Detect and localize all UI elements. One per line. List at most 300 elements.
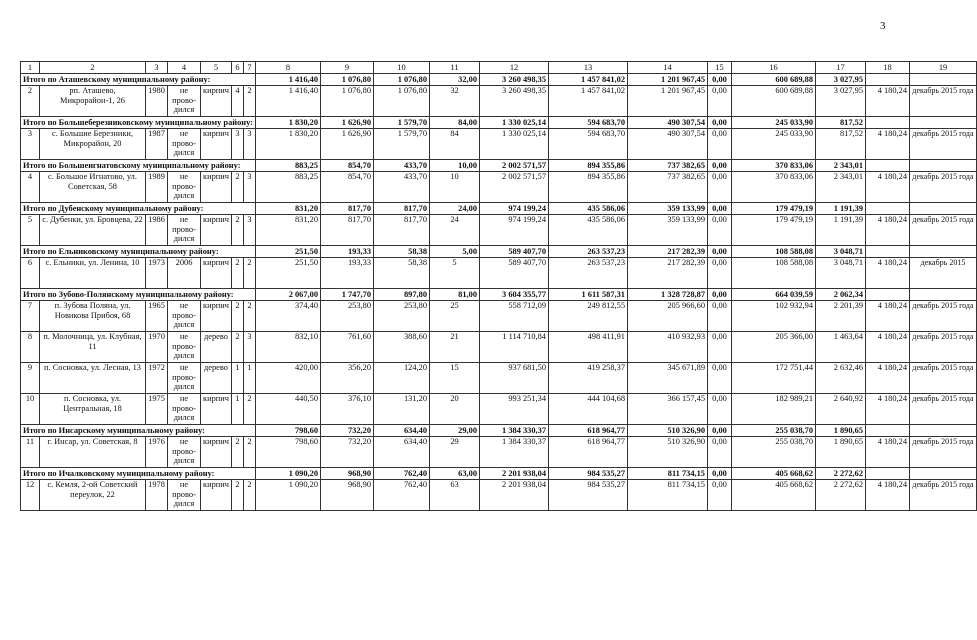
total-value-cell: 817,70 [374, 203, 430, 215]
value-cell: 1 626,90 [321, 129, 374, 160]
row-number: 3 [21, 129, 40, 160]
total-value-cell: 263 537,23 [549, 246, 628, 258]
total-value-cell: 974 199,24 [480, 203, 549, 215]
value-cell: 0,00 [708, 332, 732, 363]
last-repair-year: не прово-дился [168, 215, 201, 246]
column-number-cell: 3 [146, 62, 168, 74]
floors-count: 2 [232, 480, 244, 511]
building-address: с. Ельники, ул. Ленина, 10 [40, 258, 146, 289]
value-cell: 1 579,70 [374, 129, 430, 160]
value-cell: 1 384 330,37 [480, 437, 549, 468]
column-number-cell: 15 [708, 62, 732, 74]
last-repair-year: не прово-дился [168, 86, 201, 117]
total-value-cell: 108 588,08 [732, 246, 816, 258]
value-cell: 4 180,24 [866, 480, 910, 511]
empty-cell [866, 203, 910, 215]
value-cell: 0,00 [708, 129, 732, 160]
value-cell: 108 588,08 [732, 258, 816, 289]
row-number: 12 [21, 480, 40, 511]
value-cell: 0,00 [708, 86, 732, 117]
total-value-cell: 854,70 [321, 160, 374, 172]
value-cell: 376,10 [321, 394, 374, 425]
value-cell: 420,00 [256, 363, 321, 394]
building-row [21, 215, 977, 246]
construction-year: 1980 [146, 86, 168, 117]
value-cell: 1 330 025,14 [480, 129, 549, 160]
total-value-cell: 405 668,62 [732, 468, 816, 480]
building-address: г. Инсар, ул. Советская, 8 [40, 437, 146, 468]
wall-material: кирпич [201, 129, 232, 160]
total-value-cell: 634,40 [374, 425, 430, 437]
value-cell: 405 668,62 [732, 480, 816, 511]
value-cell: 249 812,55 [549, 301, 628, 332]
total-value-cell: 831,20 [256, 203, 321, 215]
value-cell: 737 382,65 [628, 172, 708, 203]
total-value-cell: 0,00 [708, 289, 732, 301]
wall-material: дерево [201, 363, 232, 394]
last-repair-year: не прово-дился [168, 332, 201, 363]
total-value-cell: 3 048,71 [816, 246, 866, 258]
total-value-cell: 84,00 [430, 117, 480, 129]
value-cell: 20 [430, 394, 480, 425]
wall-material: кирпич [201, 215, 232, 246]
total-value-cell: 811 734,15 [628, 468, 708, 480]
building-row [21, 172, 977, 203]
value-cell: 3 260 498,35 [480, 86, 549, 117]
value-cell: 817,52 [816, 129, 866, 160]
value-cell: 2 002 571,57 [480, 172, 549, 203]
total-value-cell: 193,33 [321, 246, 374, 258]
total-value-cell: 10,00 [430, 160, 480, 172]
total-value-cell: 2 201 938,04 [480, 468, 549, 480]
building-address: с. Большое Игнатово, ул. Советская, 58 [40, 172, 146, 203]
value-cell: 993 251,34 [480, 394, 549, 425]
last-repair-year: 2006 [168, 258, 201, 289]
building-address: п. Сосновка, ул. Центральная, 18 [40, 394, 146, 425]
total-value-cell: 5,00 [430, 246, 480, 258]
empty-cell [866, 468, 910, 480]
value-cell: 832,10 [256, 332, 321, 363]
wall-material: кирпич [201, 394, 232, 425]
value-cell: 0,00 [708, 437, 732, 468]
value-cell: 1 890,65 [816, 437, 866, 468]
empty-cell [910, 160, 977, 172]
total-value-cell: 817,52 [816, 117, 866, 129]
value-cell: 217 282,39 [628, 258, 708, 289]
floors-count: 4 [232, 86, 244, 117]
total-value-cell: 1 579,70 [374, 117, 430, 129]
value-cell: 388,60 [374, 332, 430, 363]
row-number: 11 [21, 437, 40, 468]
total-value-cell: 594 683,70 [549, 117, 628, 129]
column-number-cell: 7 [244, 62, 256, 74]
completion-date: декабрь 2015 года [910, 480, 977, 511]
floors-count: 2 [232, 258, 244, 289]
empty-cell [910, 117, 977, 129]
district-total-row [21, 203, 977, 215]
value-cell: 255 038,70 [732, 437, 816, 468]
value-cell: 732,20 [321, 437, 374, 468]
total-value-cell: 2 343,01 [816, 160, 866, 172]
value-cell: 0,00 [708, 215, 732, 246]
value-cell: 1 076,80 [374, 86, 430, 117]
floors-count: 2 [232, 172, 244, 203]
value-cell: 3 027,95 [816, 86, 866, 117]
capital-repair-table [20, 61, 977, 511]
construction-year: 1978 [146, 480, 168, 511]
total-value-cell: 63,00 [430, 468, 480, 480]
building-address: п. Зубова Поляна, ул. Новикова Прибоя, 68 [40, 301, 146, 332]
value-cell: 84 [430, 129, 480, 160]
value-cell: 124,20 [374, 363, 430, 394]
total-value-cell: 490 307,54 [628, 117, 708, 129]
value-cell: 444 104,68 [549, 394, 628, 425]
total-value-cell: 217 282,39 [628, 246, 708, 258]
completion-date: декабрь 2015 года [910, 332, 977, 363]
total-value-cell: 1 201 967,45 [628, 74, 708, 86]
value-cell: 4 180,24 [866, 437, 910, 468]
value-cell: 21 [430, 332, 480, 363]
value-cell: 968,90 [321, 480, 374, 511]
table-body [21, 62, 977, 511]
column-number-cell: 11 [430, 62, 480, 74]
building-row [21, 394, 977, 425]
floors-count: 1 [232, 363, 244, 394]
value-cell: 817,70 [321, 215, 374, 246]
total-value-cell: 251,50 [256, 246, 321, 258]
building-row [21, 129, 977, 160]
floors-count: 3 [232, 129, 244, 160]
value-cell: 4 180,24 [866, 258, 910, 289]
district-total-label: Итого по Дубенскому муниципальному району: [21, 203, 256, 215]
value-cell: 0,00 [708, 363, 732, 394]
district-total-label: Итого по Ичалковскому муниципальному району: [21, 468, 256, 480]
total-value-cell: 370 833,06 [732, 160, 816, 172]
value-cell: 2 201 938,04 [480, 480, 549, 511]
total-value-cell: 1 830,20 [256, 117, 321, 129]
building-address: с. Большие Березники, Микрорайон, 20 [40, 129, 146, 160]
completion-date: декабрь 2015 года [910, 437, 977, 468]
value-cell: 172 751,44 [732, 363, 816, 394]
total-value-cell: 1 076,80 [321, 74, 374, 86]
wall-material: дерево [201, 332, 232, 363]
floors-count: 1 [232, 394, 244, 425]
entrances-count: 3 [244, 172, 256, 203]
entrances-count: 2 [244, 86, 256, 117]
total-value-cell: 2 067,00 [256, 289, 321, 301]
district-total-row [21, 246, 977, 258]
value-cell: 63 [430, 480, 480, 511]
total-value-cell: 762,40 [374, 468, 430, 480]
entrances-count: 2 [244, 258, 256, 289]
total-value-cell: 1 890,65 [816, 425, 866, 437]
value-cell: 798,60 [256, 437, 321, 468]
district-total-row [21, 425, 977, 437]
district-total-label: Итого по Большеберезниковскому муниципальному району: [21, 117, 256, 129]
entrances-count: 3 [244, 129, 256, 160]
column-number-cell: 10 [374, 62, 430, 74]
total-value-cell: 0,00 [708, 74, 732, 86]
total-value-cell: 359 133,99 [628, 203, 708, 215]
floors-count: 2 [232, 301, 244, 332]
value-cell: 440,50 [256, 394, 321, 425]
total-value-cell: 2 002 571,57 [480, 160, 549, 172]
building-row [21, 480, 977, 511]
value-cell: 263 537,23 [549, 258, 628, 289]
value-cell: 2 272,62 [816, 480, 866, 511]
value-cell: 1 416,40 [256, 86, 321, 117]
value-cell: 594 683,70 [549, 129, 628, 160]
construction-year: 1986 [146, 215, 168, 246]
total-value-cell: 1 416,40 [256, 74, 321, 86]
wall-material: кирпич [201, 258, 232, 289]
empty-cell [866, 160, 910, 172]
construction-year: 1976 [146, 437, 168, 468]
column-number-cell: 4 [168, 62, 201, 74]
total-value-cell: 29,00 [430, 425, 480, 437]
value-cell: 251,50 [256, 258, 321, 289]
total-value-cell: 58,38 [374, 246, 430, 258]
construction-year: 1975 [146, 394, 168, 425]
value-cell: 374,40 [256, 301, 321, 332]
value-cell: 634,40 [374, 437, 430, 468]
district-total-row [21, 160, 977, 172]
last-repair-year: не прово-дился [168, 363, 201, 394]
total-value-cell: 3 027,95 [816, 74, 866, 86]
empty-cell [910, 74, 977, 86]
value-cell: 761,60 [321, 332, 374, 363]
total-value-cell: 179 479,19 [732, 203, 816, 215]
total-value-cell: 1 747,70 [321, 289, 374, 301]
last-repair-year: не прово-дился [168, 172, 201, 203]
building-address: с. Дубенки, ул. Бровцева, 22 [40, 215, 146, 246]
value-cell: 0,00 [708, 480, 732, 511]
district-total-row [21, 74, 977, 86]
value-cell: 253,80 [374, 301, 430, 332]
total-value-cell: 2 272,62 [816, 468, 866, 480]
total-value-cell: 3 604 355,77 [480, 289, 549, 301]
value-cell: 102 932,94 [732, 301, 816, 332]
district-total-row [21, 289, 977, 301]
value-cell: 2 343,01 [816, 172, 866, 203]
row-number: 4 [21, 172, 40, 203]
value-cell: 1 191,39 [816, 215, 866, 246]
district-total-row [21, 117, 977, 129]
entrances-count: 2 [244, 437, 256, 468]
entrances-count: 2 [244, 394, 256, 425]
row-number: 9 [21, 363, 40, 394]
total-value-cell: 0,00 [708, 468, 732, 480]
total-value-cell: 81,00 [430, 289, 480, 301]
value-cell: 15 [430, 363, 480, 394]
value-cell: 131,20 [374, 394, 430, 425]
column-number-cell: 2 [40, 62, 146, 74]
value-cell: 1 457 841,02 [549, 86, 628, 117]
value-cell: 2 201,39 [816, 301, 866, 332]
total-value-cell: 1 330 025,14 [480, 117, 549, 129]
total-value-cell: 817,70 [321, 203, 374, 215]
total-value-cell: 664 039,59 [732, 289, 816, 301]
value-cell: 984 535,27 [549, 480, 628, 511]
total-value-cell: 798,60 [256, 425, 321, 437]
value-cell: 0,00 [708, 258, 732, 289]
value-cell: 811 734,15 [628, 480, 708, 511]
value-cell: 345 671,89 [628, 363, 708, 394]
row-number: 6 [21, 258, 40, 289]
floors-count: 2 [232, 215, 244, 246]
empty-cell [866, 117, 910, 129]
value-cell: 205 966,60 [628, 301, 708, 332]
total-value-cell: 255 038,70 [732, 425, 816, 437]
wall-material: кирпич [201, 437, 232, 468]
total-value-cell: 1 328 728,87 [628, 289, 708, 301]
value-cell: 883,25 [256, 172, 321, 203]
empty-cell [866, 74, 910, 86]
total-value-cell: 24,00 [430, 203, 480, 215]
total-value-cell: 32,00 [430, 74, 480, 86]
value-cell: 558 712,09 [480, 301, 549, 332]
row-number: 2 [21, 86, 40, 117]
value-cell: 4 180,24 [866, 301, 910, 332]
total-value-cell: 1 384 330,37 [480, 425, 549, 437]
total-value-cell: 0,00 [708, 117, 732, 129]
floors-count: 2 [232, 332, 244, 363]
wall-material: кирпич [201, 301, 232, 332]
completion-date: декабрь 2015 года [910, 301, 977, 332]
column-number-cell: 13 [549, 62, 628, 74]
value-cell: 974 199,24 [480, 215, 549, 246]
total-value-cell: 897,80 [374, 289, 430, 301]
value-cell: 0,00 [708, 172, 732, 203]
total-value-cell: 1 191,39 [816, 203, 866, 215]
total-value-cell: 894 355,86 [549, 160, 628, 172]
total-value-cell: 1 626,90 [321, 117, 374, 129]
total-value-cell: 0,00 [708, 246, 732, 258]
value-cell: 245 033,90 [732, 129, 816, 160]
district-total-label: Итого по Ельниковскому муниципальному району: [21, 246, 256, 258]
value-cell: 854,70 [321, 172, 374, 203]
building-row [21, 363, 977, 394]
value-cell: 205 366,00 [732, 332, 816, 363]
row-number: 10 [21, 394, 40, 425]
value-cell: 179 479,19 [732, 215, 816, 246]
value-cell: 433,70 [374, 172, 430, 203]
construction-year: 1970 [146, 332, 168, 363]
wall-material: кирпич [201, 480, 232, 511]
entrances-count: 3 [244, 332, 256, 363]
total-value-cell: 1 611 587,31 [549, 289, 628, 301]
value-cell: 1 114 710,84 [480, 332, 549, 363]
empty-cell [866, 246, 910, 258]
completion-date: декабрь 2015 [910, 258, 977, 289]
total-value-cell: 883,25 [256, 160, 321, 172]
construction-year: 1972 [146, 363, 168, 394]
value-cell: 1 830,20 [256, 129, 321, 160]
total-value-cell: 0,00 [708, 160, 732, 172]
value-cell: 4 180,24 [866, 129, 910, 160]
total-value-cell: 589 407,70 [480, 246, 549, 258]
column-number-cell: 16 [732, 62, 816, 74]
total-value-cell: 1 457 841,02 [549, 74, 628, 86]
wall-material: кирпич [201, 86, 232, 117]
total-value-cell: 0,00 [708, 203, 732, 215]
value-cell: 253,80 [321, 301, 374, 332]
value-cell: 1 076,80 [321, 86, 374, 117]
value-cell: 894 355,86 [549, 172, 628, 203]
value-cell: 193,33 [321, 258, 374, 289]
district-total-label: Итого по Зубово-Полянскому муниципальному району: [21, 289, 256, 301]
value-cell: 29 [430, 437, 480, 468]
completion-date: декабрь 2015 года [910, 394, 977, 425]
value-cell: 4 180,24 [866, 394, 910, 425]
construction-year: 1965 [146, 301, 168, 332]
total-value-cell: 984 535,27 [549, 468, 628, 480]
floors-count: 2 [232, 437, 244, 468]
completion-date: декабрь 2015 года [910, 215, 977, 246]
value-cell: 366 157,45 [628, 394, 708, 425]
total-value-cell: 0,00 [708, 425, 732, 437]
entrances-count: 1 [244, 363, 256, 394]
value-cell: 58,38 [374, 258, 430, 289]
column-number-cell: 8 [256, 62, 321, 74]
value-cell: 356,20 [321, 363, 374, 394]
total-value-cell: 435 586,06 [549, 203, 628, 215]
building-address: п. Молочница, ул. Клубная, 11 [40, 332, 146, 363]
building-row [21, 301, 977, 332]
district-total-label: Итого по Инсарскому муниципальному району: [21, 425, 256, 437]
completion-date: декабрь 2015 года [910, 86, 977, 117]
entrances-count: 3 [244, 215, 256, 246]
value-cell: 498 411,91 [549, 332, 628, 363]
last-repair-year: не прово-дился [168, 437, 201, 468]
last-repair-year: не прово-дился [168, 394, 201, 425]
empty-cell [910, 203, 977, 215]
empty-cell [866, 425, 910, 437]
column-number-cell: 12 [480, 62, 549, 74]
total-value-cell: 433,70 [374, 160, 430, 172]
row-number: 8 [21, 332, 40, 363]
column-number-cell: 6 [232, 62, 244, 74]
wall-material: кирпич [201, 172, 232, 203]
completion-date: декабрь 2015 года [910, 172, 977, 203]
total-value-cell: 510 326,90 [628, 425, 708, 437]
building-address: с. Кемля, 2-ой Советский переулок, 22 [40, 480, 146, 511]
empty-cell [910, 246, 977, 258]
value-cell: 410 932,93 [628, 332, 708, 363]
value-cell: 0,00 [708, 394, 732, 425]
completion-date: декабрь 2015 года [910, 363, 977, 394]
value-cell: 490 307,54 [628, 129, 708, 160]
value-cell: 3 048,71 [816, 258, 866, 289]
value-cell: 1 201 967,45 [628, 86, 708, 117]
last-repair-year: не прово-дился [168, 129, 201, 160]
building-address: рп. Аташево, Микрорайон-1, 26 [40, 86, 146, 117]
construction-year: 1973 [146, 258, 168, 289]
value-cell: 831,20 [256, 215, 321, 246]
column-number-cell: 19 [910, 62, 977, 74]
building-row [21, 437, 977, 468]
page-number: 3 [880, 20, 886, 32]
total-value-cell: 2 062,34 [816, 289, 866, 301]
value-cell: 2 640,92 [816, 394, 866, 425]
column-number-cell: 9 [321, 62, 374, 74]
value-cell: 32 [430, 86, 480, 117]
district-total-row [21, 468, 977, 480]
district-total-label: Итого по Аташевскому муниципальному району: [21, 74, 256, 86]
empty-cell [910, 289, 977, 301]
column-number-cell: 14 [628, 62, 708, 74]
total-value-cell: 732,20 [321, 425, 374, 437]
